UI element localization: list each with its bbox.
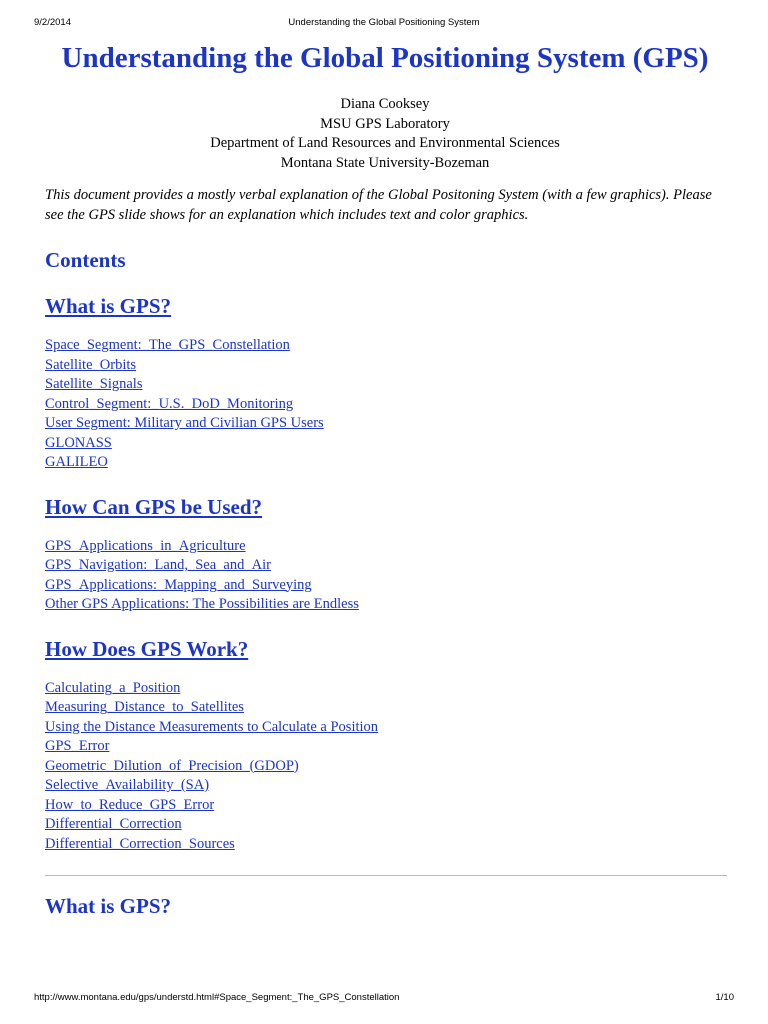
toc-link[interactable]: Differential_Correction_Sources	[45, 835, 235, 852]
document-title: Understanding the Global Positioning System (GPS)	[61, 42, 709, 74]
toc-link[interactable]: Measuring_Distance_to_Satellites	[45, 699, 244, 715]
contents-heading: Contents	[45, 248, 126, 272]
toc-link[interactable]: Selective_Availability_(SA)	[45, 777, 210, 793]
toc-link[interactable]: GALILEO	[45, 454, 108, 470]
print-footer	[34, 992, 734, 1004]
link-list-what-is-gps	[45, 336, 725, 473]
page-number: 1/10	[715, 992, 734, 1003]
section-divider	[45, 875, 727, 876]
link-list-how-can-gps-be-used	[45, 537, 725, 615]
toc-link[interactable]: Geometric_Dilution_of_Precision_(GDOP)	[45, 757, 299, 774]
author-department: Department of Land Resources and Environmental Sciences	[210, 135, 560, 151]
intro-paragraph: This document provides a mostly verbal explanation of the Global Positoning System (with a few graphics). Please see the GPS slide shows for an explanation which includes text and color graphics.	[45, 187, 712, 223]
section-heading-what-is-gps[interactable]: What is GPS?	[45, 294, 172, 318]
link-list-how-does-gps-work	[45, 679, 725, 855]
author-name: Diana Cooksey	[340, 96, 430, 112]
toc-link[interactable]: Differential_Correction	[45, 816, 182, 832]
print-date: 9/2/2014	[34, 17, 71, 28]
section-heading-how-does-gps-work[interactable]: How Does GPS Work?	[45, 636, 249, 661]
toc-link[interactable]: How_to_Reduce_GPS_Error	[45, 796, 215, 813]
toc-link[interactable]: GPS_Applications:_Mapping_and_Surveying	[45, 576, 312, 593]
toc-link[interactable]: User Segment: Military and Civilian GPS Users	[45, 415, 324, 431]
toc-link[interactable]: Control_Segment:_U.S._DoD_Monitoring	[45, 395, 294, 412]
print-header	[34, 17, 734, 29]
section-heading-how-can-gps-be-used[interactable]: How Can GPS be Used?	[45, 494, 263, 519]
author-university: Montana State University-Bozeman	[280, 154, 490, 171]
toc-link[interactable]: Other GPS Applications: The Possibilities are Endless	[45, 596, 359, 612]
toc-link[interactable]: GPS_Applications_in_Agriculture	[45, 537, 246, 554]
toc-link[interactable]: Satellite_Orbits	[45, 356, 137, 373]
author-block	[45, 95, 725, 173]
toc-link[interactable]: Satellite_Signals	[45, 376, 143, 392]
toc-link[interactable]: GLONASS	[45, 434, 112, 451]
toc-link[interactable]: GPS_Error	[45, 738, 110, 754]
toc-link[interactable]: Using the Distance Measurements to Calculate a Position	[45, 718, 379, 735]
author-lab: MSU GPS Laboratory	[320, 115, 450, 132]
section-title-what-is-gps: What is GPS?	[45, 894, 172, 918]
document-body	[45, 41, 725, 919]
toc-link[interactable]: Space_Segment:_The_GPS_Constellation	[45, 337, 290, 353]
print-url: http://www.montana.edu/gps/understd.html#Space_Segment:_The_GPS_Constellation	[34, 992, 400, 1003]
toc-link[interactable]: GPS_Navigation:_Land,_Sea_and_Air	[45, 557, 271, 573]
toc-link[interactable]: Calculating_a_Position	[45, 679, 181, 696]
print-page-title: Understanding the Global Positioning System	[288, 17, 480, 28]
